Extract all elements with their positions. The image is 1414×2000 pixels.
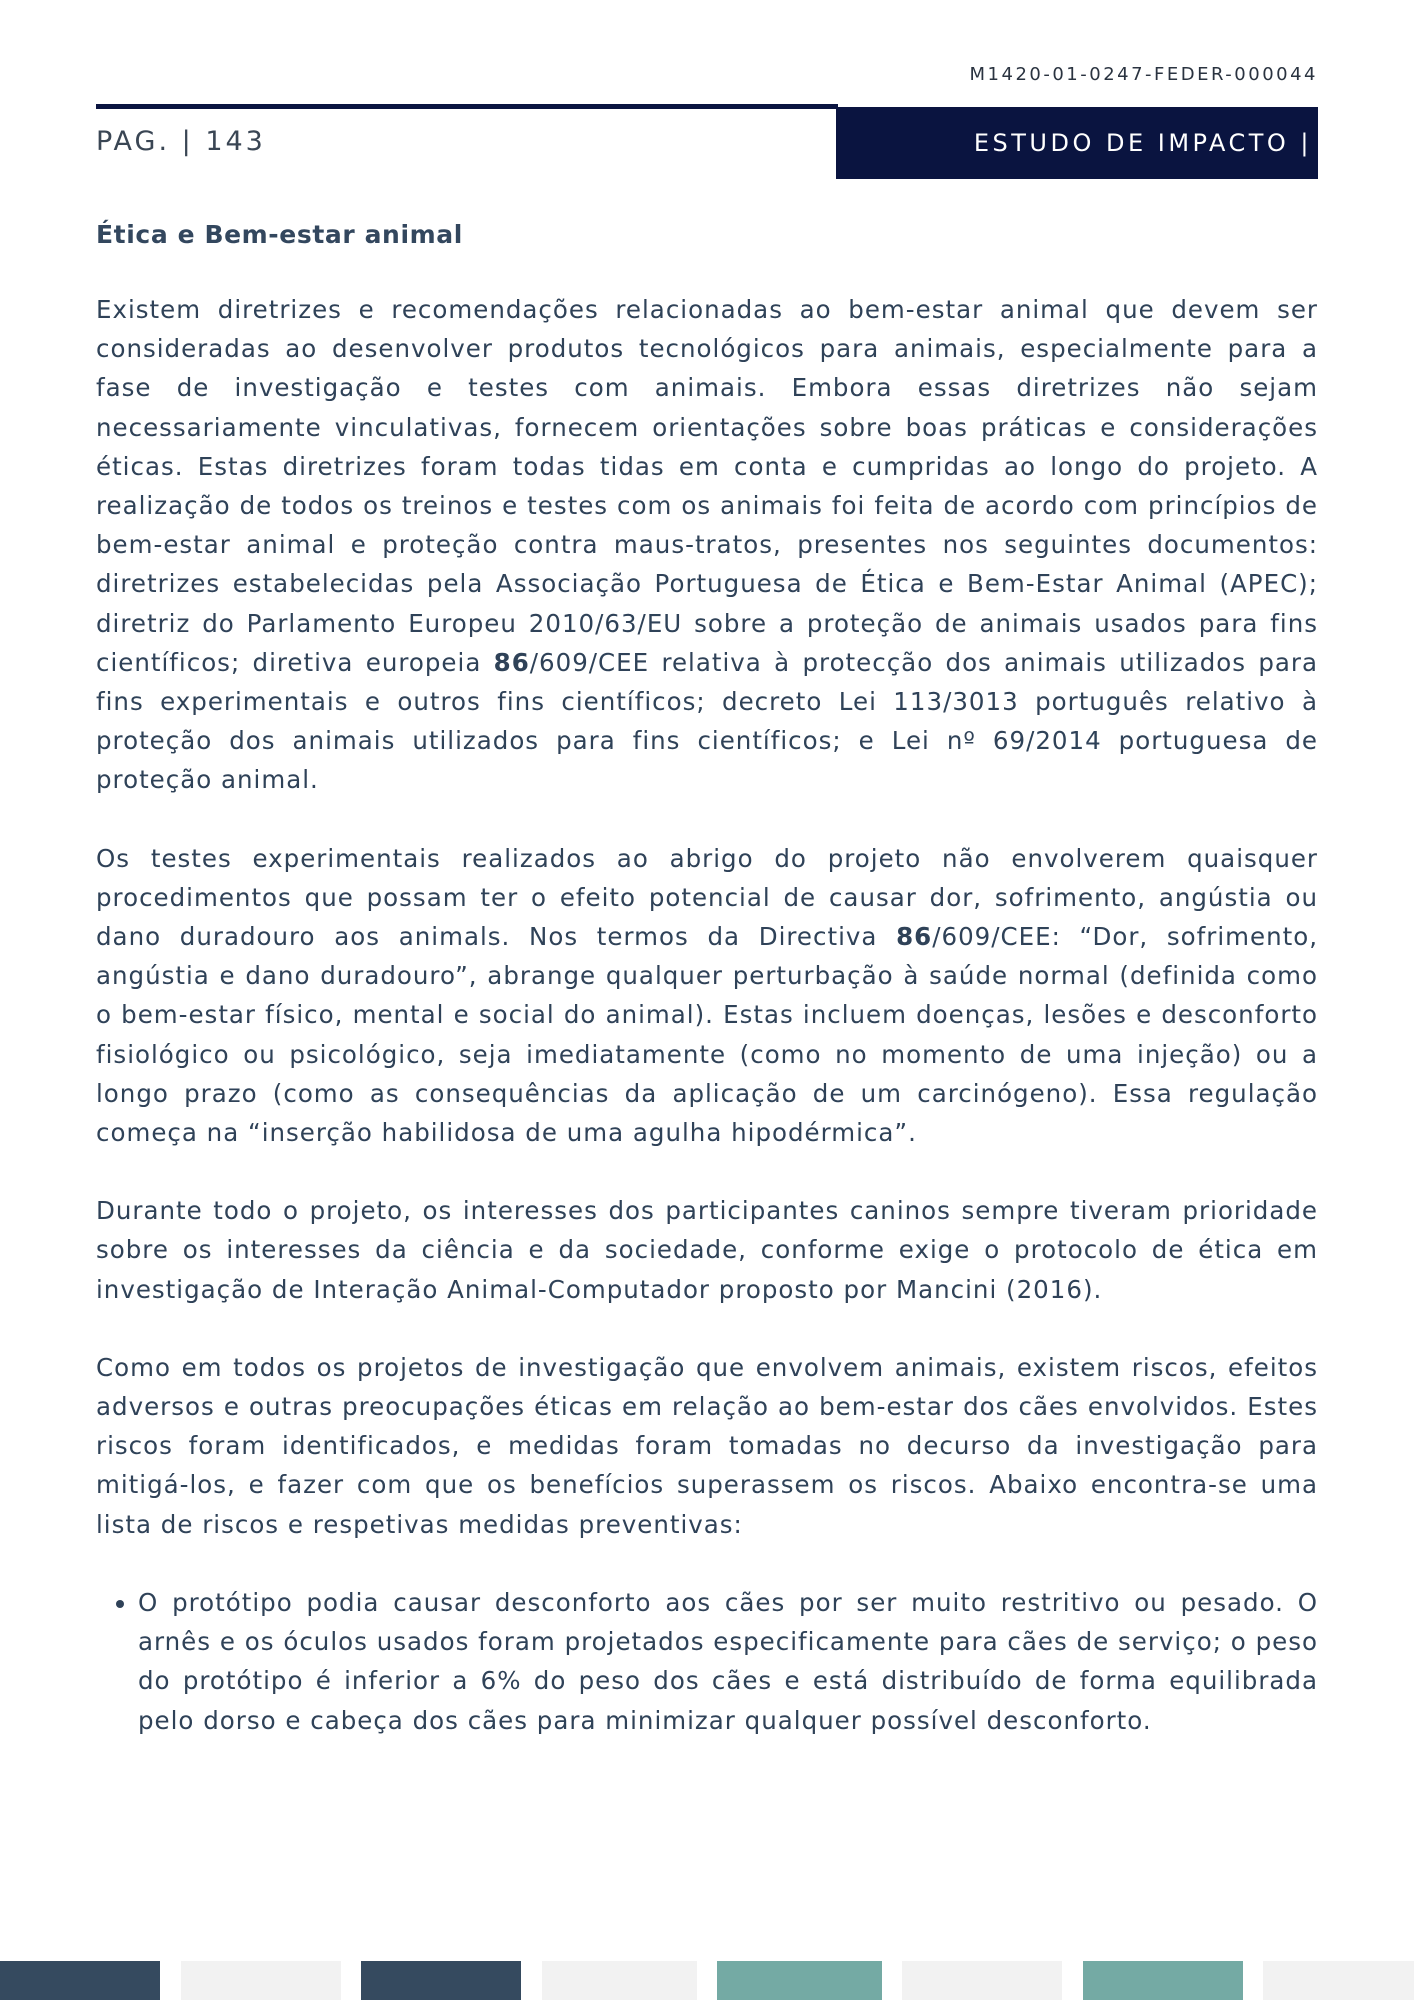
header-rule bbox=[96, 104, 838, 109]
risk-list bbox=[96, 1583, 1318, 1740]
footer-block-light bbox=[542, 1961, 697, 2000]
page-content bbox=[96, 214, 1318, 1740]
footer-block-light bbox=[181, 1961, 341, 2000]
document-title-banner bbox=[836, 107, 1318, 179]
paragraph-risks: Como em todos os projetos de investigação que envolvem animais, existem riscos, efeitos adversos e outras preocupações éticas em relação ao bem-estar dos cães envolvidos. Estes riscos foram identificados, e medidas foram tomadas no decurso da investigação para mitigá-los, e fazer com que os benefícios superassem os riscos. Abaixo encontra-se uma lista de riscos e respetivas medidas preventivas: bbox=[96, 1352, 1318, 1539]
paragraph-text: /609/CEE relativa à protecção dos animais utilizados para fins experimentais e outros fins científicos; decreto Lei 113/3013 português relativo à proteção dos animais utilizados para fins científicos; e Lei nº 69/2014 portuguesa de proteção animal. bbox=[96, 647, 1318, 795]
paragraph-priority: Durante todo o projeto, os interesses dos participantes caninos sempre tiveram prioridade sobre os interesses da ciência e da sociedade, conforme exige o protocolo de ética em investigação de Interação Animal-Computador proposto por Mancini (2016). bbox=[96, 1196, 1318, 1304]
document-title: ESTUDO DE IMPACTO | bbox=[973, 129, 1312, 157]
list-item: • O protótipo podia causar desconforto aos cães por ser muito restritivo ou pesado. O arnês e os óculos usados foram projetados especificamente para cães de serviço; o peso do protótipo é inferior a 6% do peso dos cães e está distribuído de forma equilibrada pelo dorso e cabeça dos cães para minimizar qualquer possível desconforto. bbox=[138, 1583, 1318, 1740]
paragraph-text: /609/CEE: “Dor, sofrimento, angústia e dano duradouro”, abrange qualquer perturbação à saúde normal (definida como o bem-estar físico, mental e social do animal). Estas incluem doenças, lesões e desconforto fisiológico ou psicológico, seja imediatamente (como no momento de uma injeção) ou a longo prazo (como as consequências da aplicação de um carcinógeno). Essa regulação começa na “inserção habilidosa de uma agulha hipodérmica”. bbox=[96, 922, 1319, 1148]
footer-color-bar bbox=[0, 1961, 1414, 2000]
document-id: M1420-01-0247-FEDER-000044 bbox=[969, 64, 1318, 85]
paragraph-experimental-tests bbox=[96, 839, 1318, 1153]
bold-number: 86 bbox=[896, 922, 933, 952]
footer-block-dark bbox=[361, 1961, 521, 2000]
bold-number: 86 bbox=[493, 647, 530, 677]
footer-block-light bbox=[902, 1961, 1062, 2000]
paragraph-text: Existem diretrizes e recomendações relacionadas ao bem-estar animal que devem ser consideradas ao desenvolver produtos tecnológicos para animais, especialmente para a fase de investigação e testes com animais. Embora essas diretrizes não sejam necessariamente vinculativas, fornecem orientações sobre boas práticas e considerações éticas. Estas diretrizes foram todas tidas em conta e cumpridas ao longo do projeto. A realização de todos os treinos e testes com os animais foi feita de acordo com princípios de bem-estar animal e proteção contra maus-tratos, presentes nos seguintes documentos: diretrizes estabelecidas pela Associação Portuguesa de Ética e Bem-Estar Animal (APEC); diretriz do Parlamento Europeu 2010/63/EU sobre a proteção de animais usados para fins científicos; diretiva europeia bbox=[96, 295, 1318, 677]
footer-block-light bbox=[1263, 1961, 1414, 2000]
page-number: PAG. | 143 bbox=[96, 126, 266, 157]
footer-block-teal bbox=[717, 1961, 882, 2000]
footer-block-dark bbox=[0, 1961, 160, 2000]
paragraph-text: Os testes experimentais realizados ao abrigo do projeto não envolverem quaisquer procedimentos que possam ter o efeito potencial de causar dor, sofrimento, angústia ou dano duradouro aos animals. Nos termos da Directiva bbox=[96, 843, 1318, 952]
section-title: Ética e Bem-estar animal bbox=[96, 220, 463, 249]
paragraph-guidelines bbox=[96, 290, 1318, 800]
footer-block-teal bbox=[1083, 1961, 1243, 2000]
